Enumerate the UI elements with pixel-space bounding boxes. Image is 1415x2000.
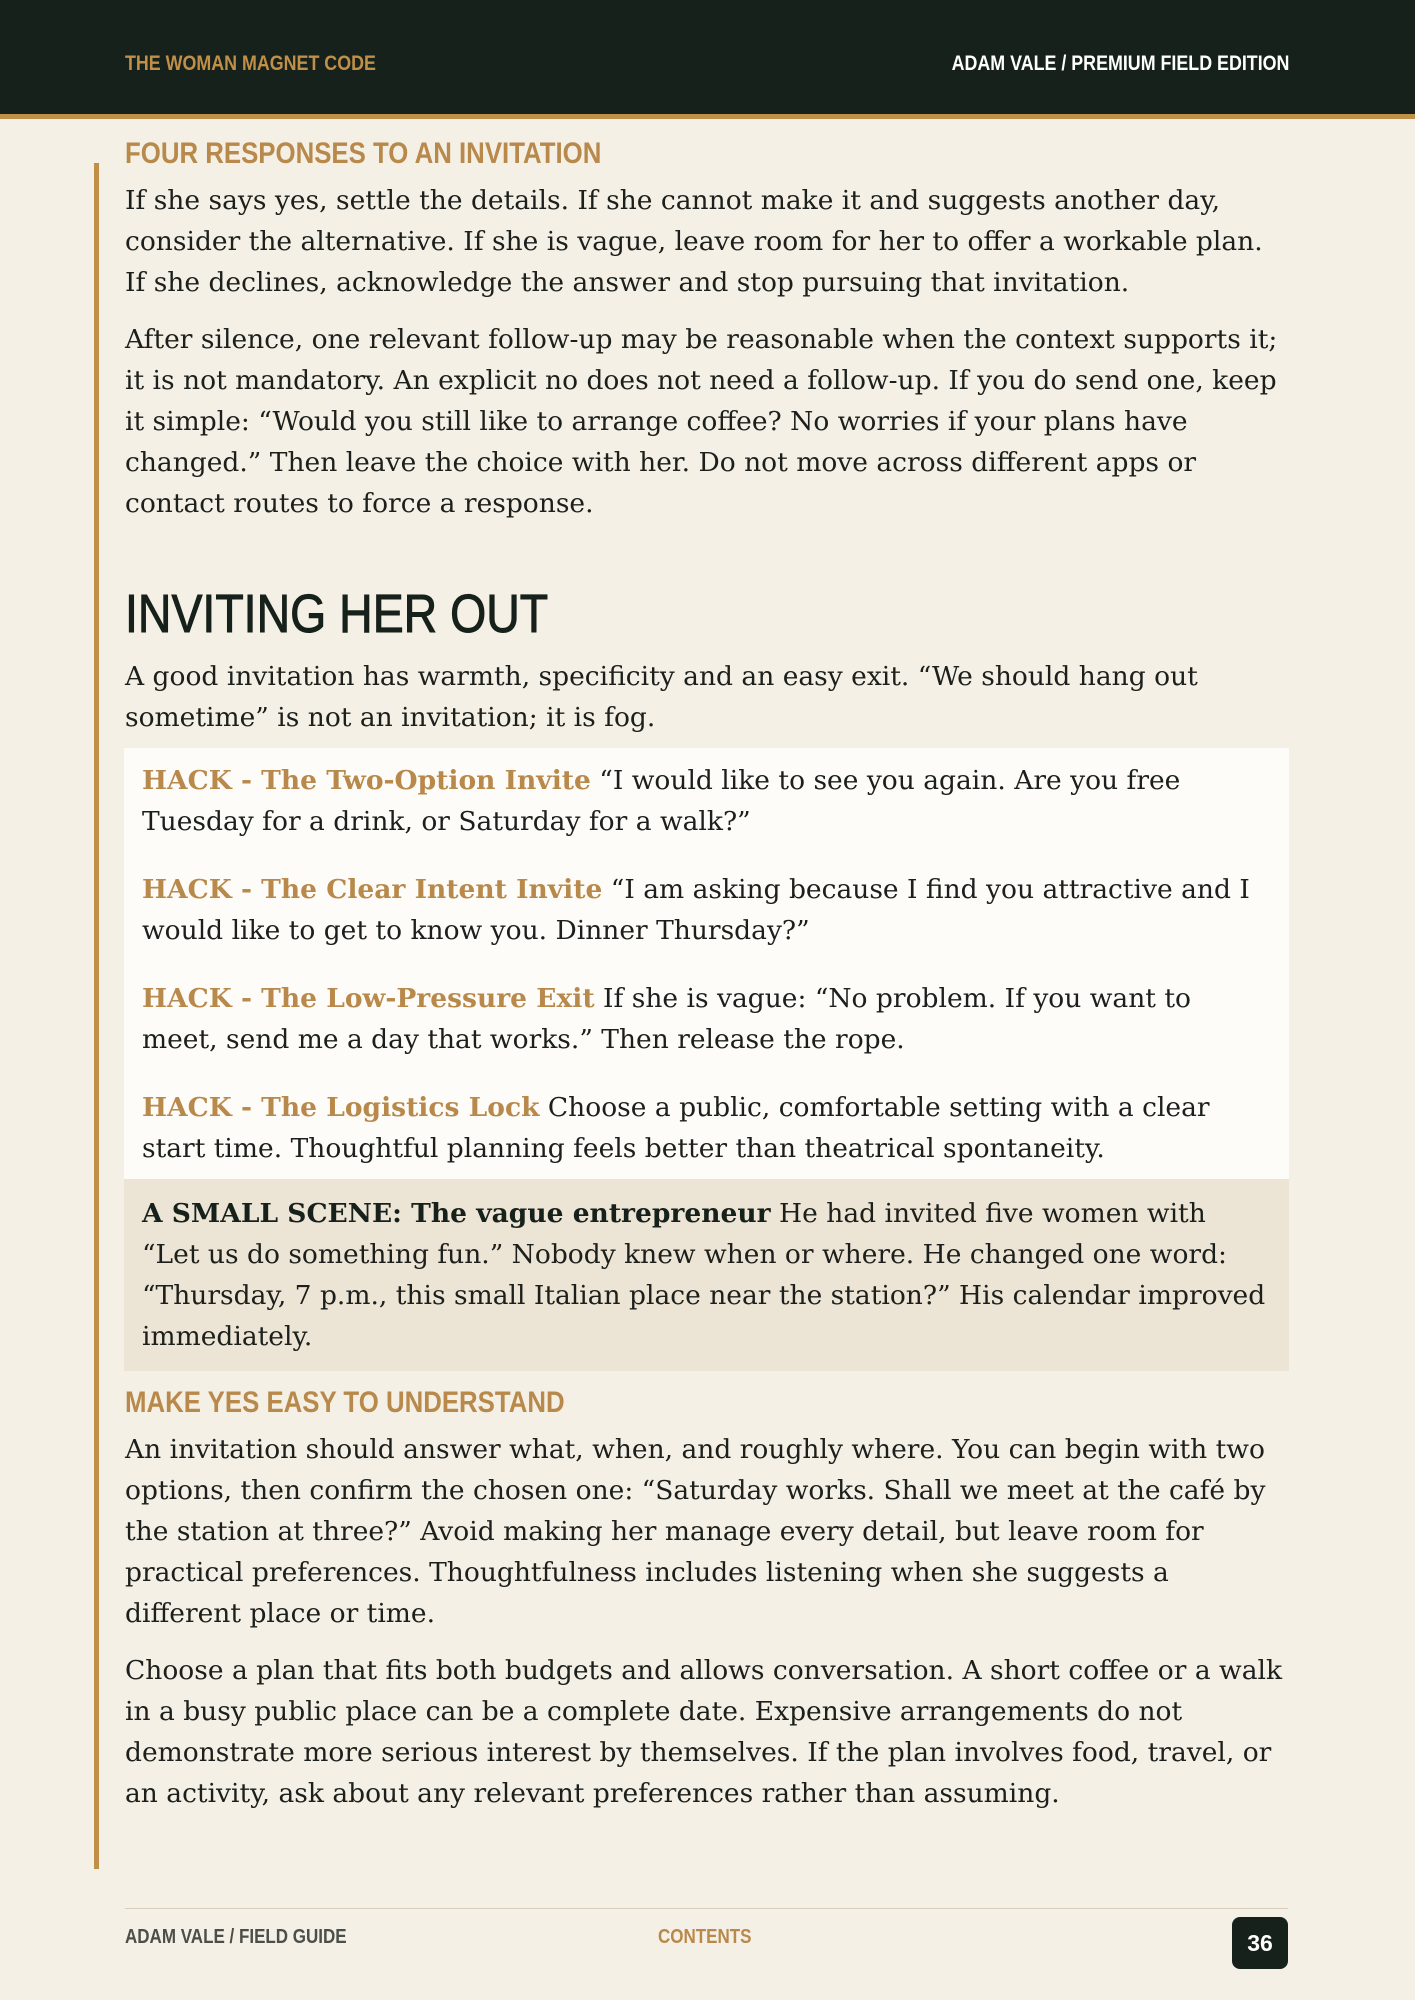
chapter-title: INVITING HER OUT [125, 584, 549, 644]
hack-item [142, 978, 1271, 1060]
hack-text: If she is vague: “No problem. If you want to meet, send me a day that works.” Then release the rope. [142, 983, 1191, 1055]
page-header [0, 0, 1415, 119]
scene-text: He had invited five women with “Let us do something fun.” Nobody knew when or where. He changed one word: “Thursday, 7 p.m., this small Italian place near the station?” His calendar improved immediately. [142, 1198, 1266, 1352]
section-heading-make-yes-easy: MAKE YES EASY TO UNDERSTAND [125, 1386, 565, 1419]
scene-box [124, 1179, 1289, 1371]
section-accent-rule [94, 163, 99, 1869]
hack-title: HACK - The Logistics Lock [142, 1092, 540, 1123]
hack-title: HACK - The Low-Pressure Exit [142, 983, 595, 1014]
footer-author: ADAM VALE / FIELD GUIDE [125, 1926, 347, 1948]
hacks-box [124, 748, 1289, 1179]
hack-text: “I am asking because I find you attractive and I would like to get to know you. Dinner Thursday?” [142, 874, 1250, 946]
hack-text: “I would like to see you again. Are you free Tuesday for a drink, or Saturday for a walk?” [142, 765, 1181, 837]
page-number: 36 [1232, 1917, 1288, 1969]
paragraph: An invitation should answer what, when, and roughly where. You can begin with two options, then confirm the chosen one: “Saturday works. Shall we meet at the café by the station at three?” Avoid making her manage every detail, but leave room for practical preferences. Thoughtfulness includes listening when she suggests a different place or time. [125, 1434, 1266, 1629]
scene-title: A SMALL SCENE: The vague entrepreneur [142, 1198, 771, 1229]
hack-item [142, 869, 1271, 951]
hack-item [142, 760, 1271, 842]
chapter-intro: A good invitation has warmth, specificity and an easy exit. “We should hang out sometime” is not an invitation; it is fog. [125, 661, 1198, 733]
section-heading-four-responses: FOUR RESPONSES TO AN INVITATION [125, 137, 602, 170]
contents-link[interactable]: CONTENTS [658, 1926, 752, 1948]
paragraph: If she says yes, settle the details. If she cannot make it and suggests another day, consider the alternative. If she is vague, leave room for her to offer a workable plan. If she declines, acknowledge the answer and stop pursuing that invitation. [125, 185, 1263, 298]
edition-label: ADAM VALE / PREMIUM FIELD EDITION [951, 52, 1289, 75]
hack-item [142, 1087, 1271, 1169]
paragraph: After silence, one relevant follow-up may be reasonable when the context supports it; it is not mandatory. An explicit no does not need a follow-up. If you do send one, keep it simple: “Would you still like to arrange coffee? No worries if your plans have changed.” Then leave the choice with her. Do not move across different apps or contact routes to force a response. [125, 324, 1278, 519]
hack-title: HACK - The Clear Intent Invite [142, 874, 603, 905]
hack-text: Choose a public, comfortable setting with a clear start time. Thoughtful planning feels better than theatrical spontaneity. [142, 1092, 1210, 1164]
page-content [125, 136, 1288, 1830]
footer-divider [125, 1908, 1288, 1909]
hack-title: HACK - The Two-Option Invite [142, 765, 591, 796]
book-title: THE WOMAN MAGNET CODE [125, 52, 376, 75]
paragraph: Choose a plan that fits both budgets and allows conversation. A short coffee or a walk in a busy public place can be a complete date. Expensive arrangements do not demonstrate more serious interest by themselves. If the plan involves food, travel, or an activity, ask about any relevant preferences rather than assuming. [125, 1655, 1283, 1809]
